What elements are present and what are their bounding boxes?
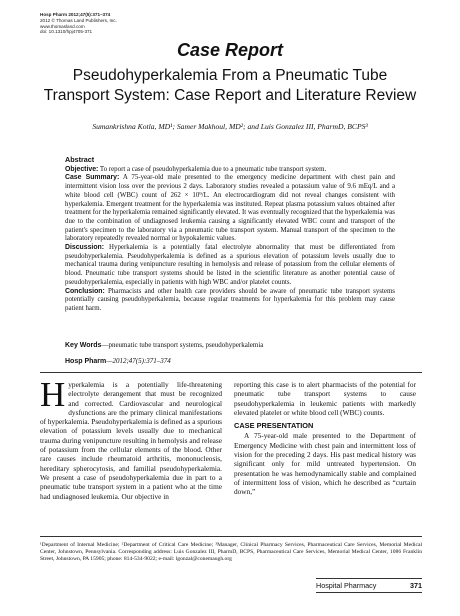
article-title: Pseudohyperkalemia From a Pneumatic Tube Transport System: Case Report and Literature Review [43, 67, 417, 104]
journal-header [40, 12, 117, 35]
intro-paragraph [40, 375, 222, 501]
abstract-heading: Abstract [65, 155, 95, 164]
case-summary-text: A 75-year-old male presented to the emergency medicine department with chest pain and intermittent vision loss over the previous 2 days. Laboratory studies revealed a potassium value of 9.6 mEq/L and a white blood cell (WBC) count of 262 × 10⁹/L. An electrocardiogram did not reveal changes consistent with hyperkalemia. Emergent treatment for the hyperkalemia was instituted. Repeat plasma potassium values obtained after treatment for the hyperkalemia remained significantly elevated. It was eventually recognized that the hyperkalemia was due to the combination of undiagnosed leukemia causing a significantly elevated WBC count and transport of the patient's specimen to the laboratory via a pneumatic tube transport system. Manual transport of the specimen to the laboratory repeatedly revealed normal or hypokalemic values. [65, 174, 395, 243]
citation-text: —2012;47(5):371–374 [106, 357, 171, 365]
case-presentation-heading: CASE PRESENTATION [234, 421, 314, 431]
abstract-section [65, 156, 395, 314]
doi-line: doi: 10.1310/hpj4705-371 [40, 29, 93, 35]
conclusion-text: Pharmacists and other health care providers should be aware of pneumatic tube transport systems potentially causing pseudohyperkalemia, because regular treatments for hyperkalemia for this problem may cause patient harm. [65, 287, 395, 312]
abstract-discussion [65, 244, 395, 288]
abstract-case-summary [65, 174, 395, 244]
publisher-line: 2012 © Thomas Land Publishers, Inc. [40, 17, 117, 23]
intro-text: yperkalemia is a potentially life-threatening electrolyte derangement that must be recognized and corrected. Cardiovascular and neurological dysfunctions are the primary clinical manifestations of hyperkalemia. Pseudohyperkalemia is defined as a spurious elevation of potassium levels usually due to mechanical trauma during venipuncture resulting in hemolysis and release of potassium from the cellular elements of the blood. Other rare causes include rheumatoid arthritis, mononucleosis, hereditary spherocytosis, and familial pseudohyperkalemia. We present a case of pseudohyperkalemia due in part to a pneumatic tube transport system in a patient who at the time had undiagnosed leukemia. Our objective in [40, 380, 222, 501]
keywords-text: —pneumatic tube transport systems, pseudohyperkalemia [101, 341, 264, 349]
article-type: Case Report [176, 40, 284, 60]
citation-label: Hosp Pharm [65, 358, 107, 365]
drop-cap: H [40, 375, 66, 414]
case-presentation-text: A 75-year-old male presented to the Department of Emergency Medicine with chest pain and intermittent loss of vision for the preceding 2 days. His past medical history was significant only for mild untreated hypertension. On presentation he was hemodynamically stable and complained of intermittent loss of vision, which he described as “curtain down,” [234, 431, 416, 497]
body-right-column [234, 380, 416, 497]
abstract-conclusion [65, 288, 395, 314]
page-footer [316, 578, 422, 593]
objective-text: To report a case of pseudohyperkalemia due to a pneumatic tube transport system. [98, 165, 327, 173]
journal-citation-line: Hosp Pharm 2012;47(5):371–374 [40, 12, 111, 17]
conclusion-label: Conclusion: [65, 287, 105, 295]
website-link[interactable]: www.thomasland.com [40, 23, 85, 29]
footer-journal-name: Hospital Pharmacy [316, 581, 377, 590]
author-list: Sumankrishna Kotla, MD¹; Samer Makhoul, MD²; and Luis Gonzalez III, PharmD, BCPS³ [92, 122, 368, 131]
body-left-column [40, 375, 222, 501]
citation [65, 357, 171, 365]
case-summary-label: Case Summary: [65, 174, 120, 182]
objective-label: Objective: [65, 165, 99, 173]
keywords [65, 341, 395, 349]
objective-continuation: reporting this case is to alert pharmacists of the potential for pneumatic tube transport systems to cause pseudohyperkalemia in leukemic patients with markedly elevated platelet or white blood cell (WBC) counts. [234, 380, 416, 417]
affiliation-footnote: ¹Department of Internal Medicine; ²Department of Critical Care Medicine; ³Manager, Clinical Pharmacy Services, Pharmaceutical Care Services, Memorial Medical Center, Johnstown, Pennsylvania. Corresponding address: Luis Gonzalez III, PharmD, BCPS, Pharmaceutical Care Services, Memorial Medical Center, 1086 Franklin Street, Johnstown, PA 15905; phone: 814-534-9022; e-mail: lgonzal@conemaugh.org [40, 542, 422, 562]
discussion-label: Discussion: [65, 244, 105, 252]
page-number: 371 [410, 581, 422, 590]
keywords-label: Key Words [65, 342, 102, 349]
abstract-objective [65, 166, 395, 175]
footnote-divider [40, 536, 422, 537]
discussion-text: Hyperkalemia is a potentially fatal electrolyte abnormality that must be differentiated from pseudohyperkalemia. Pseudohyperkalemia is defined as a spurious elevation of potassium levels usually due to mechanical trauma during venipuncture resulting in hemolysis and release of potassium from the cellular elements of blood. Pneumatic tube transport systems should be listed in the scientific literature as another potential cause of pseudohyperkalemia, especially in patients with high WBC and/or platelet counts. [65, 244, 395, 286]
section-divider [40, 372, 422, 373]
